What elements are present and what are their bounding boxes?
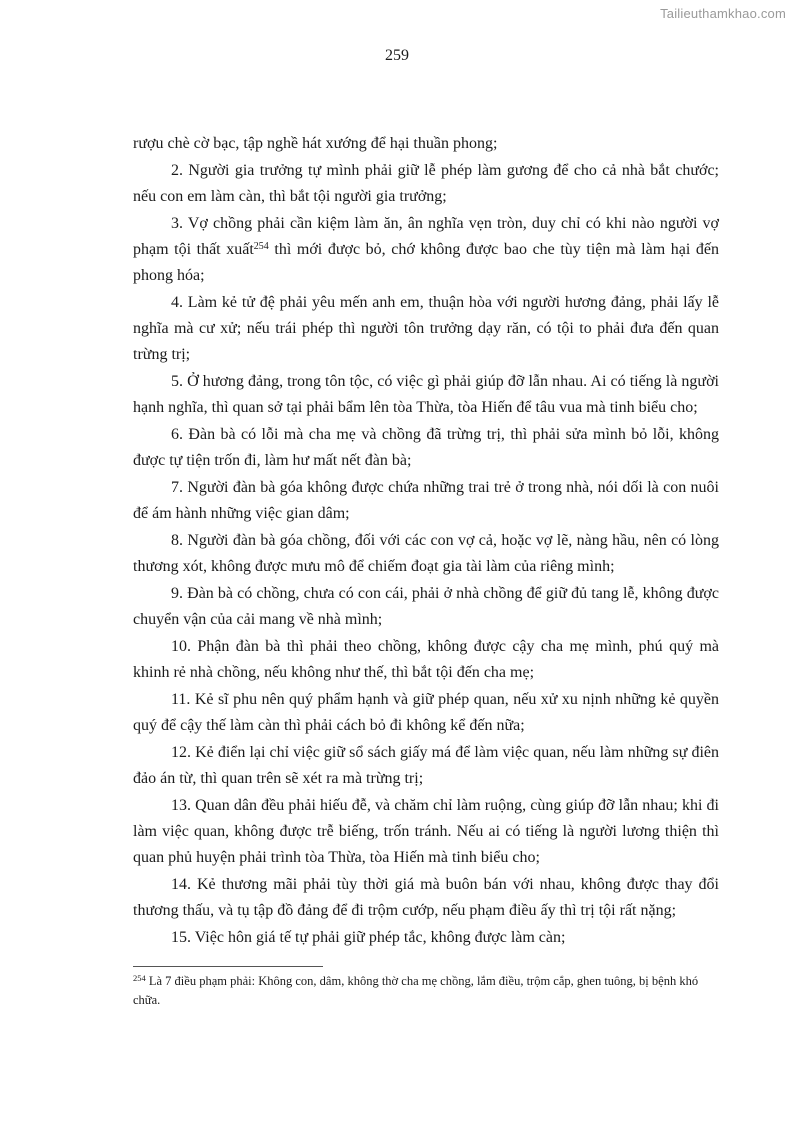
paragraph-continuation: rượu chè cờ bạc, tập nghề hát xướng để hại thuần phong; <box>133 135 498 152</box>
footnote-number: 254 <box>133 973 146 983</box>
footnote <box>133 972 719 1010</box>
paragraph-item-11: 11. Kẻ sĩ phu nên quý phẩm hạnh và giữ phép quan, nếu xử xu nịnh những kẻ quyền quý để cậy thế làm càn thì phải cách bỏ đi không kể đến nữa; <box>133 691 719 734</box>
footnote-reference[interactable]: 254 <box>253 241 269 252</box>
paragraph-item-7: 7. Người đàn bà góa không được chứa những trai trẻ ở trong nhà, nói dối là con nuôi để ám hành những việc gian dâm; <box>133 479 719 522</box>
paragraph-item-12: 12. Kẻ điển lại chỉ việc giữ sổ sách giấy má để làm việc quan, nếu làm những sự điên đảo án từ, thì quan trên sẽ xét ra mà trừng trị; <box>133 744 719 787</box>
paragraph-item-6: 6. Đàn bà có lỗi mà cha mẹ và chồng đã trừng trị, thì phải sửa mình bỏ lỗi, không được tự tiện trốn đi, làm hư mất nết đàn bà; <box>133 426 719 469</box>
paragraph-item-2: 2. Người gia trưởng tự mình phải giữ lễ phép làm gương để cho cả nhà bắt chước; nếu con em làm càn, thì bắt tội người gia trưởng; <box>133 162 719 205</box>
paragraph-item-5: 5. Ở hương đảng, trong tôn tộc, có việc gì phải giúp đỡ lẫn nhau. Ai có tiếng là người hạnh nghĩa, thì quan sở tại phải bẩm lên tòa Thừa, tòa Hiến để tâu vua mà tinh biểu cho; <box>133 373 719 416</box>
paragraph-item-9: 9. Đàn bà có chồng, chưa có con cái, phải ở nhà chồng để giữ đủ tang lễ, không được chuyển vận của cải mang về nhà mình; <box>133 585 719 628</box>
paragraph-item-10: 10. Phận đàn bà thì phải theo chồng, không được cậy cha mẹ mình, phú quý mà khinh rẻ nhà chồng, nếu không như thế, thì bắt tội đến cha mẹ; <box>133 638 719 681</box>
body-text <box>133 131 719 952</box>
footnote-text: Là 7 điều phạm phải: Không con, dâm, không thờ cha mẹ chồng, lắm điều, trộm cắp, ghen tuông, bị bệnh khó chữa. <box>133 974 699 1007</box>
paragraph-item-15: 15. Việc hôn giá tế tự phải giữ phép tắc, không được làm càn; <box>171 929 566 946</box>
paragraph-item-3-text-after: thì mới được bỏ, chớ không được bao che tùy tiện mà làm hại đến phong hóa; <box>133 241 719 284</box>
paragraph-item-13: 13. Quan dân đều phải hiếu đễ, và chăm chỉ làm ruộng, cùng giúp đỡ lẫn nhau; khi đi làm việc quan, không được trễ biếng, trốn tránh. Nếu ai có tiếng là người lương thiện thì quan phủ huyện phải trình tòa Thừa, tòa Hiến mà tinh biểu cho; <box>133 797 719 866</box>
paragraph-item-3 <box>133 211 719 289</box>
watermark: Tailieuthamkhao.com <box>660 6 786 21</box>
paragraph-item-14: 14. Kẻ thương mãi phải tùy thời giá mà buôn bán với nhau, không được thay đổi thương thấu, và tụ tập đồ đảng để đi trộm cướp, nếu phạm điều ấy thì trị tội rất nặng; <box>133 876 719 919</box>
footnote-divider <box>133 966 323 967</box>
page-number: 259 <box>385 47 409 64</box>
paragraph-item-8: 8. Người đàn bà góa chồng, đối với các con vợ cả, hoặc vợ lẽ, nàng hầu, nên có lòng thương xót, không được mưu mô để chiếm đoạt gia tài làm của riêng mình; <box>133 532 719 575</box>
paragraph-item-4: 4. Làm kẻ tử đệ phải yêu mến anh em, thuận hòa với người hương đảng, phải lấy lễ nghĩa mà cư xử; nếu trái phép thì người tôn trưởng dạy răn, có tội to phải đưa đến quan trừng trị; <box>133 294 719 363</box>
paragraph-item-3-text-before: 3. Vợ chồng phải cần kiệm làm ăn, ân nghĩa vẹn tròn, duy chỉ có khi nào người vợ phạm tội thất xuất <box>133 215 719 258</box>
